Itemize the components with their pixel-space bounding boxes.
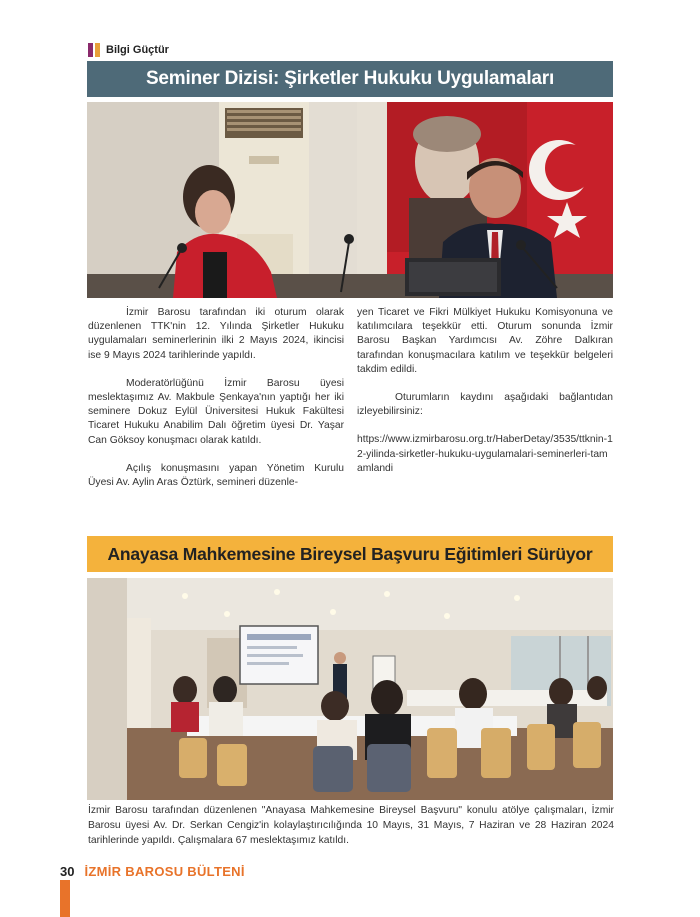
article1-paragraph-5: Oturumların kaydını aşağıdaki bağlantıdan izleyebilirsiniz: (357, 392, 613, 418)
article1-paragraph-3: Açılış konuşmasını yapan Yönetim Kurulu Üyesi Av. Aylin Aras Öztürk, semineri düzenle- (88, 462, 344, 489)
tag-bar-orange (95, 43, 100, 57)
article2-title-bar (87, 536, 613, 572)
article1-photo (87, 102, 613, 298)
publication-title: İZMİR BAROSU BÜLTENİ (84, 864, 245, 879)
page-number: 30 (60, 864, 75, 879)
article1-title-bar (87, 61, 613, 97)
tag-bar-purple (88, 43, 93, 57)
page-footer (60, 864, 245, 879)
section-label (88, 42, 169, 58)
article1-title: Seminer Dizisi: Şirketler Hukuku Uygulamaları (145, 68, 555, 89)
training-photo-illustration (87, 578, 613, 800)
article1-paragraph-1: İzmir Barosu tarafından iki oturum olarak düzenlenen TTK'nin 12. Yılında Şirketler Hukuku uygulamaları seminerlerinin ilki 2 Mayıs 2024, ikincisi ise 9 Mayıs 2024 tarihlerinde yapıldı. (88, 307, 344, 361)
footer-accent-stripe (60, 880, 70, 917)
article2-photo (87, 578, 613, 800)
seminar-photo-illustration (87, 102, 613, 298)
article1-column-2 (357, 306, 613, 476)
article1-column-1 (88, 306, 344, 490)
article2-caption: İzmir Barosu tarafından düzenlenen "Anayasa Mahkemesine Bireysel Başvuru" konulu atölye çalışmaları, İzmir Barosu üyesi Av. Dr. Serkan Cengiz'in kolaylaştırıcılığında 10 Mayıs, 31 Mayıs, 7 Haziran ve 28 Haziran 2024 tarihlerinde yapıldı. Çalışmalara 67 meslektaşımız katıldı. (88, 805, 614, 846)
section-label-text: Bilgi Güçtür (106, 44, 169, 56)
article1-paragraph-2: Moderatörlüğünü İzmir Barosu üyesi meslektaşımız Av. Makbule Şenkaya'nın yaptığı her iki seminere Dokuz Eylül Üniversitesi Hukuk Fakültesi Ticaret Hukuku Anabilim Dalı öğretim üyesi Dr. Yaşar Can Göksoy konuşmacı olarak katıldı. (88, 377, 344, 446)
article1-paragraph-4: yen Ticaret ve Fikri Mülkiyet Hukuku Komisyonuna ve katılımcılara teşekkür etti. Oturum sonunda İzmir Barosu Başkan Yardımcısı Av. Zöhre Dalkıran tarafından konuşmacılara katılım ve teşekkür belgeleri takdim edildi. (357, 307, 613, 375)
article2-title: Anayasa Mahkemesine Bireysel Başvuru Eğitimleri Sürüyor (107, 543, 593, 564)
article1-recording-link[interactable]: https://www.izmirbarosu.org.tr/HaberDetay/3535/ttknin-12-yilinda-sirketler-hukuku-uygulamalari-seminerleri-tamamlandi (357, 434, 613, 474)
